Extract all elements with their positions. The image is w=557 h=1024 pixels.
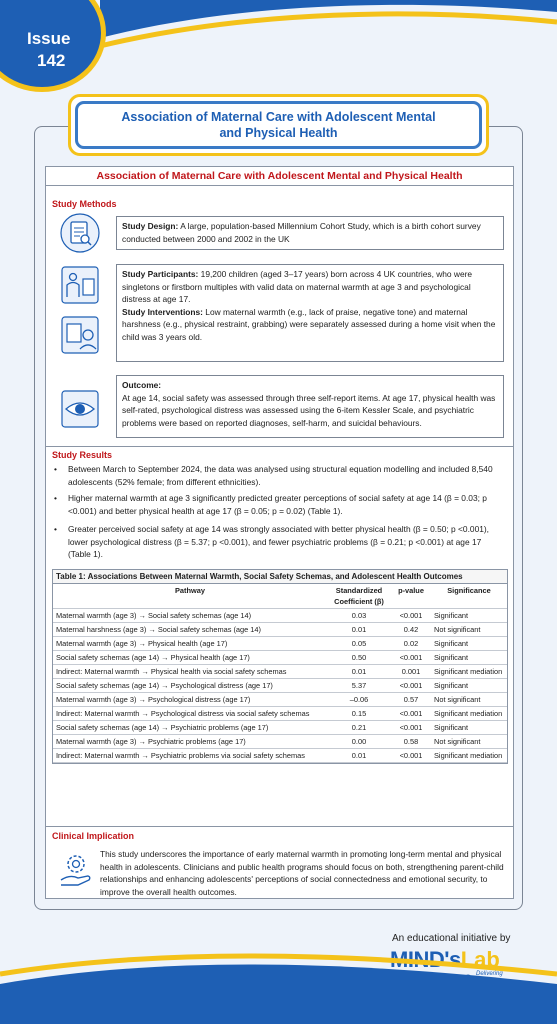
- significance-cell: Significant: [431, 609, 507, 623]
- p-value-cell: <0.001: [391, 707, 431, 721]
- coefficient-cell: 5.37: [327, 679, 391, 693]
- p-value-cell: <0.001: [391, 609, 431, 623]
- p-value-cell: 0.42: [391, 623, 431, 637]
- outcome-text: At age 14, social safety was assessed through three self-report items. At age 17, physical health was self-rated, psychological distress was assessed using the 6-item Kessler Scale, and psychiatric problems were based on reported diagnoses, self-harm, and suicidal behaviours.: [122, 392, 496, 428]
- outcome-box: [116, 375, 504, 438]
- p-value-cell: 0.001: [391, 665, 431, 679]
- coefficient-cell: 0.01: [327, 665, 391, 679]
- clipboard-search-icon: [60, 213, 100, 253]
- significance-cell: Significant: [431, 721, 507, 735]
- eye-scan-icon: [60, 389, 100, 429]
- table-header: Significance: [431, 584, 507, 609]
- pathway-cell: Maternal warmth (age 3) → Psychiatric problems (age 17): [53, 735, 327, 749]
- participants-label: Study Participants:: [122, 269, 199, 279]
- participants-interventions-box: [116, 264, 504, 362]
- p-value-cell: <0.001: [391, 651, 431, 665]
- design-text: A large, population-based Millennium Cohort Study, which is a birth cohort survey conducted between 2000 and 2002 in the UK: [122, 221, 481, 244]
- significance-cell: Significant: [431, 651, 507, 665]
- coefficient-cell: –0.06: [327, 693, 391, 707]
- associations-table: [52, 569, 508, 764]
- participants-icon: [60, 265, 100, 305]
- pathway-cell: Social safety schemas (age 14) → Psychiatric problems (age 17): [53, 721, 327, 735]
- gear-hand-icon: [56, 850, 96, 890]
- study-design-box: [116, 216, 504, 250]
- table-header: Standardized Coefficient (β): [327, 584, 391, 609]
- significance-cell: Not significant: [431, 623, 507, 637]
- p-value-cell: 0.02: [391, 637, 431, 651]
- table-row: [53, 637, 507, 651]
- pathway-cell: Maternal warmth (age 3) → Social safety schemas (age 14): [53, 609, 327, 623]
- result-bullet: • Higher maternal warmth at age 3 significantly predicted greater perceptions of social safety at age 14 (β = 0.03; p <0.001) and better physical health at age 17 (β = 0.05; p = 0.02) (Table 1).: [54, 492, 506, 517]
- pathway-cell: Maternal warmth (age 3) → Psychological distress (age 17): [53, 693, 327, 707]
- interventions-text: Low maternal warmth (e.g., lack of praise, negative tone) and maternal harshness (e.g., physical restraint, grabbing) were separately assessed during a home visit when the child was 3 years old.: [122, 306, 496, 342]
- clinical-text: This study underscores the importance of early maternal warmth in promoting long-term mental and physical health in adolescents. Clinicians and public health programs should focus on both, strengthening parent-child relationships and enhancing adolescents' perceptions of social connectedness and emotional security, to improve the overall health outcomes.: [100, 849, 504, 897]
- results-heading: Study Results: [52, 450, 113, 460]
- p-value-cell: 0.57: [391, 693, 431, 707]
- title-banner: [68, 94, 489, 156]
- result-bullet-text: Greater perceived social safety at age 14 was strongly associated with better physical health (β = 0.50; p <0.001), lower psychological distress (β = 5.37; p <0.001), and fewer psychiatric problems (β = 0.21; p <0.001) at age 17 (Table 1).: [68, 524, 490, 559]
- p-value-cell: <0.001: [391, 749, 431, 763]
- clinic-icon: [60, 315, 100, 355]
- p-value-cell: <0.001: [391, 721, 431, 735]
- design-label: Study Design:: [122, 221, 179, 231]
- coefficient-cell: 0.01: [327, 623, 391, 637]
- issue-label: Issue: [27, 29, 71, 48]
- card-title: Association of Maternal Care with Adolescent Mental and Physical Health: [46, 167, 513, 186]
- result-bullet-text: Higher maternal warmth at age 3 significantly predicted greater perceptions of social safety at age 14 (β = 0.03; p <0.001) and better physical health at age 17 (β = 0.05; p = 0.02) (Table 1).: [68, 493, 487, 516]
- pathway-cell: Social safety schemas (age 14) → Psychological distress (age 17): [53, 679, 327, 693]
- table-row: [53, 651, 507, 665]
- significance-cell: Significant mediation: [431, 707, 507, 721]
- table-row: [53, 707, 507, 721]
- pathway-cell: Indirect: Maternal warmth → Physical health via social safety schemas: [53, 665, 327, 679]
- divider: [46, 446, 513, 447]
- significance-cell: Not significant: [431, 693, 507, 707]
- outcome-label: Outcome:: [122, 380, 162, 390]
- table-row: [53, 721, 507, 735]
- bottom-wave-decoration: [0, 944, 557, 1024]
- coefficient-cell: 0.03: [327, 609, 391, 623]
- interventions-label: Study Interventions:: [122, 306, 203, 317]
- significance-cell: Significant mediation: [431, 665, 507, 679]
- table-row: [53, 623, 507, 637]
- result-bullet: • Between March to September 2024, the data was analysed using structural equation modelling and included 8,540 adolescents (52% female; from different ethnicities).: [54, 463, 506, 488]
- logo-lab: Lab: [460, 947, 500, 972]
- result-bullet: • Greater perceived social safety at age 14 was strongly associated with better physical health (β = 0.50; p <0.001), lower psychological distress (β = 5.37; p <0.001), and fewer psychiatric problems (β = 0.21; p <0.001) at age 17 (Table 1).: [54, 523, 506, 561]
- table-row: [53, 665, 507, 679]
- tagline-line: Delivering: [476, 971, 503, 977]
- pathway-cell: Indirect: Maternal warmth → Psychiatric problems via social safety schemas: [53, 749, 327, 763]
- methods-heading: Study Methods: [52, 199, 117, 209]
- significance-cell: Significant: [431, 679, 507, 693]
- clinical-heading: Clinical Implication: [52, 831, 135, 841]
- divider: [46, 826, 513, 827]
- pathway-cell: Maternal harshness (age 3) → Social safety schemas (age 14): [53, 623, 327, 637]
- table-row: [53, 749, 507, 763]
- content-card: [45, 166, 514, 899]
- table-row: [53, 735, 507, 749]
- p-value-cell: 0.58: [391, 735, 431, 749]
- banner-title: Association of Maternal Care with Adolescent Mental and Physical Health: [121, 110, 436, 140]
- pathway-cell: Maternal warmth (age 3) → Physical health (age 17): [53, 637, 327, 651]
- issue-number: 142: [37, 51, 66, 70]
- pathway-cell: Social safety schemas (age 14) → Physical health (age 17): [53, 651, 327, 665]
- logo-mind: MIND's: [390, 947, 461, 972]
- participants-text: 19,200 children (aged 3–17 years) born across 4 UK countries, who were singletons or firstborn multiples with valid data on maternal warmth at age 3 and psychological distress at age 17.: [122, 269, 473, 304]
- coefficient-cell: 0.50: [327, 651, 391, 665]
- significance-cell: Significant mediation: [431, 749, 507, 763]
- table-row: [53, 679, 507, 693]
- significance-cell: Not significant: [431, 735, 507, 749]
- coefficient-cell: 0.21: [327, 721, 391, 735]
- table-header: Pathway: [53, 584, 327, 609]
- initiative-text: An educational initiative by: [392, 933, 511, 944]
- table-row: [53, 693, 507, 707]
- table-title: Table 1: Associations Between Maternal Warmth, Social Safety Schemas, and Adolescent Health Outcomes: [53, 570, 507, 584]
- table-row: [53, 609, 507, 623]
- coefficient-cell: 0.00: [327, 735, 391, 749]
- table-header: p-value: [391, 584, 431, 609]
- p-value-cell: <0.001: [391, 679, 431, 693]
- significance-cell: Significant: [431, 637, 507, 651]
- pathway-cell: Indirect: Maternal warmth → Psychological distress via social safety schemas: [53, 707, 327, 721]
- coefficient-cell: 0.05: [327, 637, 391, 651]
- coefficient-cell: 0.01: [327, 749, 391, 763]
- result-bullet-text: Between March to September 2024, the data was analysed using structural equation modelling and included 8,540 adolescents (52% female; from different ethnicities).: [68, 464, 493, 487]
- coefficient-cell: 0.15: [327, 707, 391, 721]
